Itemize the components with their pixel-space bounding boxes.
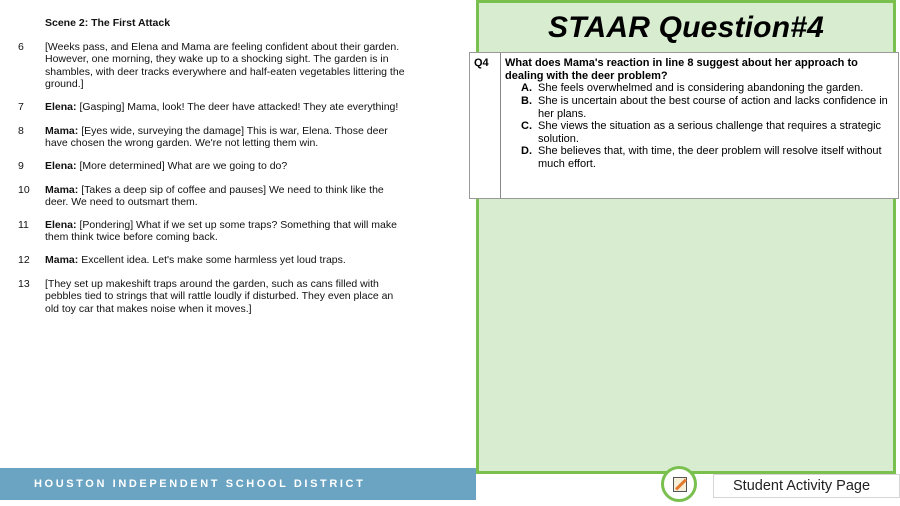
panel-title: STAAR Question#4 (547, 11, 824, 44)
question-stem: What does Mama's reaction in line 8 suggest about her approach to dealing with the deer problem? (505, 57, 858, 82)
line-number: 11 (18, 219, 29, 231)
district-name: HOUSTON INDEPENDENT SCHOOL DISTRICT (34, 478, 366, 490)
line-number: 7 (18, 101, 24, 113)
line-number: 13 (18, 278, 30, 290)
option-text: She views the situation as a serious challenge that requires a strategic solution. (538, 120, 882, 145)
student-activity-label: Student Activity Page (713, 474, 900, 498)
option-letter: D. (521, 145, 532, 157)
option-letter: A. (521, 82, 532, 94)
line-number: 6 (18, 41, 24, 53)
speaker-name: Elena: (45, 101, 77, 113)
passage-page (0, 0, 470, 468)
speaker-name: Mama: (45, 125, 79, 137)
speaker-name: Elena: (45, 219, 77, 231)
line-text: [Weeks pass, and Elena and Mama are feeling confident about their garden. However, one morning, they wake up to a shocking sight. The garden is in shambles, with deer tracks everywhere and half-eaten vegetables littering the ground.] (45, 41, 405, 90)
line-number: 9 (18, 160, 24, 172)
line-text: [They set up makeshift traps around the garden, such as cans filled with pebbles tied to strings that will rattle loudly if disturbed. They even place an old toy car that makes noise when it moves.] (45, 278, 394, 315)
option-text: She is uncertain about the best course of action and lacks confidence in her plans. (538, 95, 888, 120)
scene-title: Scene 2: The First Attack (45, 17, 171, 29)
question-number: Q4 (474, 57, 489, 69)
option-letter: B. (521, 95, 532, 107)
line-number: 10 (18, 184, 30, 196)
speaker-name: Elena: (45, 160, 77, 172)
question-card (469, 52, 899, 199)
line-text: [Pondering] What if we set up some traps? Something that will make them think twice before coming back. (45, 219, 397, 244)
option-text: She feels overwhelmed and is considering abandoning the garden. (538, 82, 864, 94)
line-text: Excellent idea. Let's make some harmless yet loud traps. (81, 254, 346, 266)
line-number: 8 (18, 125, 24, 137)
column-divider (500, 53, 501, 198)
line-text: [Gasping] Mama, look! The deer have attacked! They ate everything! (79, 101, 399, 113)
speaker-name: Mama: (45, 184, 79, 196)
line-text: [More determined] What are we going to do? (79, 160, 288, 172)
notepad-pencil-icon (661, 466, 697, 502)
line-text: [Takes a deep sip of coffee and pauses] We need to think like the deer. We need to outsmart them. (45, 184, 384, 209)
option-text: She believes that, with time, the deer problem will resolve itself without much effort. (538, 145, 882, 170)
option-letter: C. (521, 120, 532, 132)
speaker-name: Mama: (45, 254, 79, 266)
line-text: [Eyes wide, surveying the damage] This is war, Elena. Those deer have chosen the wrong garden. We're not letting them win. (45, 125, 388, 150)
line-number: 12 (18, 254, 30, 266)
